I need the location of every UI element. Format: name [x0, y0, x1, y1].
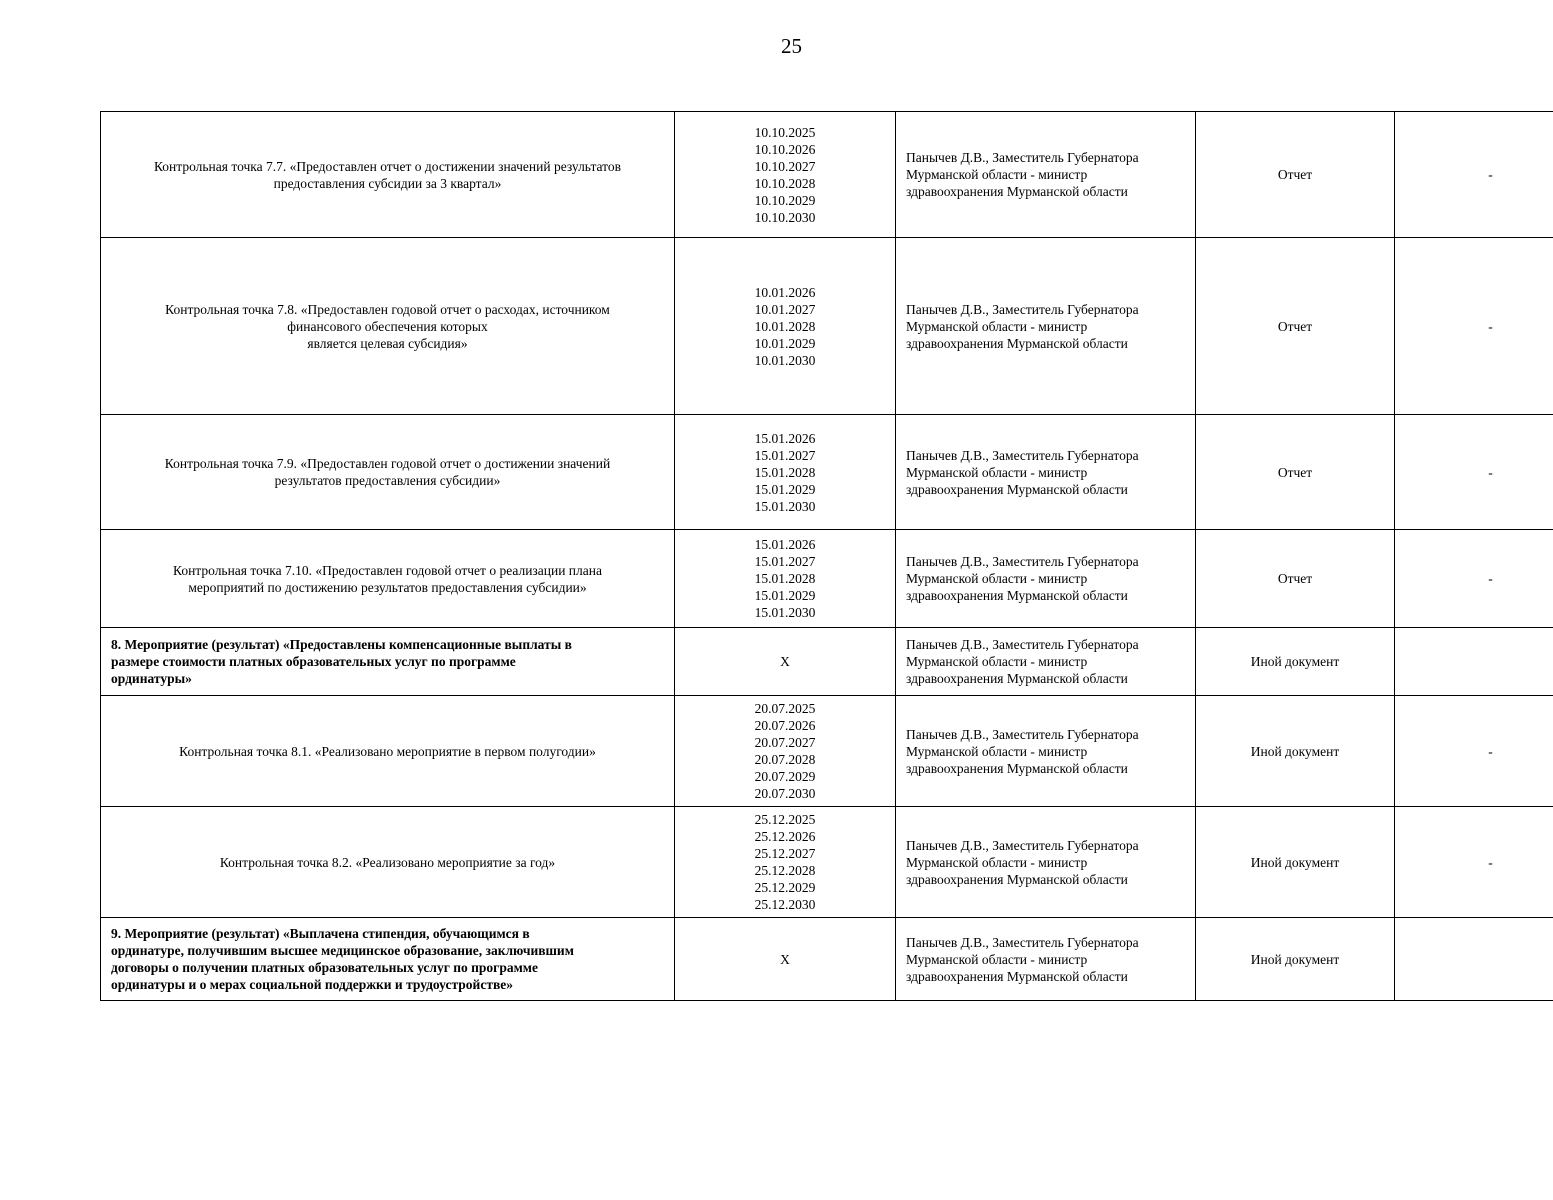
date-value: 20.07.2029: [754, 769, 816, 784]
responsible-line: Панычев Д.В., Заместитель Губернатора: [906, 150, 1139, 165]
responsible-line: Мурманской области - министр: [906, 951, 1088, 967]
responsible-line: здравоохранения Мурманской области: [906, 481, 1128, 497]
date-value: 15.01.2028: [754, 464, 816, 480]
date-value: 15.01.2026: [754, 430, 816, 446]
date-value: X: [780, 654, 790, 669]
row-title-line: ординатуры и о мерах социальной поддержки и трудоустройстве»: [111, 977, 513, 992]
date-value: 10.10.2030: [754, 209, 816, 225]
row-title-cell: [101, 918, 675, 1001]
row-title-line: 9. Мероприятие (результат) «Выплачена стипендия, обучающимся в: [111, 926, 530, 941]
row-responsible-cell: [896, 628, 1196, 696]
row-title-cell: [101, 628, 675, 696]
row-doc-type: Отчет: [1196, 530, 1395, 628]
row-last-cell: [1395, 628, 1553, 696]
responsible-line: Панычев Д.В., Заместитель Губернатора: [906, 934, 1139, 950]
row-title-line: Контрольная точка 7.10. «Предоставлен годовой отчет о реализации плана: [173, 562, 602, 578]
row-last-cell: -: [1395, 112, 1553, 238]
date-value: 10.01.2027: [754, 301, 816, 317]
responsible-line: Панычев Д.В., Заместитель Губернатора: [906, 447, 1139, 463]
row-responsible-cell: [896, 918, 1196, 1001]
date-value: 25.12.2028: [754, 863, 816, 878]
row-dates-cell: [675, 415, 896, 530]
date-value: 10.01.2028: [754, 318, 816, 334]
row-dates-cell: [675, 112, 896, 238]
page-number: 25: [781, 34, 802, 58]
row-title-line: мероприятий по достижению результатов предоставления субсидии»: [188, 579, 587, 595]
responsible-line: здравоохранения Мурманской области: [906, 184, 1128, 199]
row-title-cell: [101, 112, 675, 238]
row-doc-type: Отчет: [1196, 238, 1395, 415]
date-value: 25.12.2025: [754, 812, 816, 827]
date-value: 25.12.2029: [754, 880, 816, 895]
responsible-line: Мурманской области - министр: [906, 854, 1088, 870]
responsible-line: здравоохранения Мурманской области: [906, 671, 1128, 686]
row-last-cell: -: [1395, 530, 1553, 628]
responsible-line: здравоохранения Мурманской области: [906, 968, 1128, 984]
row-title-line: Контрольная точка 8.2. «Реализовано мероприятие за год»: [219, 854, 556, 870]
date-value: 20.07.2030: [754, 786, 816, 801]
date-value: 10.01.2030: [754, 352, 816, 368]
row-title-line: Контрольная точка 7.9. «Предоставлен годовой отчет о достижении значений: [164, 456, 611, 471]
date-value: 15.01.2027: [754, 554, 816, 569]
row-responsible-cell: [896, 696, 1196, 807]
date-value: 10.10.2027: [754, 158, 816, 174]
date-value: 10.01.2026: [754, 284, 816, 300]
date-value: 10.10.2029: [754, 192, 816, 208]
row-title-line: Контрольная точка 8.1. «Реализовано мероприятие в первом полугодии»: [179, 743, 596, 759]
responsible-line: Мурманской области - министр: [906, 167, 1088, 182]
responsible-line: Панычев Д.В., Заместитель Губернатора: [906, 301, 1139, 317]
row-last-cell: -: [1395, 696, 1553, 807]
date-value: 20.07.2025: [754, 701, 816, 716]
responsible-line: Панычев Д.В., Заместитель Губернатора: [906, 637, 1139, 652]
row-title-cell: [101, 530, 675, 628]
row-title-line: предоставления субсидии за 3 квартал»: [273, 175, 502, 191]
row-last-cell: -: [1395, 807, 1553, 918]
row-title-line: размере стоимости платных образовательных услуг по программе: [111, 654, 516, 669]
row-responsible-cell: [896, 112, 1196, 238]
date-value: 15.01.2030: [754, 605, 816, 620]
table-row: [101, 112, 1553, 238]
row-dates-cell: [675, 807, 896, 918]
control-points-table: [100, 111, 1553, 1001]
table-row: [101, 238, 1553, 415]
date-value: 15.01.2028: [754, 571, 816, 586]
row-doc-type: Иной документ: [1196, 628, 1395, 696]
responsible-line: Панычев Д.В., Заместитель Губернатора: [906, 554, 1139, 569]
responsible-line: Мурманской области - министр: [906, 318, 1088, 334]
date-value: 15.01.2030: [754, 498, 816, 514]
row-title-cell: [101, 415, 675, 530]
date-value: 15.01.2029: [754, 588, 816, 603]
row-title-cell: [101, 696, 675, 807]
row-dates-cell: [675, 918, 896, 1001]
row-dates-cell: [675, 628, 896, 696]
responsible-line: Мурманской области - министр: [906, 743, 1088, 759]
date-value: 25.12.2027: [754, 846, 816, 861]
row-title-line: Контрольная точка 7.8. «Предоставлен годовой отчет о расходах, источником: [165, 301, 610, 317]
responsible-line: здравоохранения Мурманской области: [906, 335, 1128, 351]
row-responsible-cell: [896, 530, 1196, 628]
date-value: 10.10.2026: [754, 141, 816, 157]
row-responsible-cell: [896, 238, 1196, 415]
row-dates-cell: [675, 530, 896, 628]
date-value: 20.07.2026: [754, 718, 816, 733]
row-dates-cell: [675, 238, 896, 415]
row-title-line: 8. Мероприятие (результат) «Предоставлены компенсационные выплаты в: [111, 637, 572, 652]
row-title-line: ординатуре, получившим высшее медицинское образование, заключившим: [111, 943, 574, 958]
row-doc-type: Иной документ: [1196, 807, 1395, 918]
date-value: 20.07.2028: [754, 752, 816, 767]
responsible-line: здравоохранения Мурманской области: [906, 871, 1128, 887]
responsible-line: Мурманской области - министр: [906, 464, 1088, 480]
date-value: 25.12.2030: [754, 897, 816, 912]
date-value: 25.12.2026: [754, 829, 816, 844]
row-title-cell: [101, 238, 675, 415]
row-title-line: финансового обеспечения которых: [287, 318, 488, 334]
row-dates-cell: [675, 696, 896, 807]
table-row: [101, 807, 1553, 918]
date-value: 15.01.2027: [754, 447, 816, 463]
date-value: 15.01.2026: [754, 537, 816, 552]
row-title-line: Контрольная точка 7.7. «Предоставлен отчет о достижении значений результатов: [153, 158, 622, 174]
table-row: [101, 530, 1553, 628]
responsible-line: Мурманской области - министр: [906, 571, 1088, 586]
row-last-cell: -: [1395, 415, 1553, 530]
row-title-line: договоры о получении платных образовательных услуг по программе: [111, 960, 538, 975]
date-value: 15.01.2029: [754, 481, 816, 497]
table-row: [101, 918, 1553, 1001]
row-title-cell: [101, 807, 675, 918]
table-row: [101, 696, 1553, 807]
row-doc-type: Иной документ: [1196, 918, 1395, 1001]
row-last-cell: -: [1395, 238, 1553, 415]
row-doc-type: Отчет: [1196, 415, 1395, 530]
row-title-line: является целевая субсидия»: [307, 335, 468, 351]
date-value: 20.07.2027: [754, 735, 816, 750]
date-value: X: [780, 951, 790, 967]
date-value: 10.10.2028: [754, 175, 816, 191]
row-responsible-cell: [896, 415, 1196, 530]
table-row: [101, 415, 1553, 530]
row-doc-type: Отчет: [1196, 112, 1395, 238]
row-title-line: результатов предоставления субсидии»: [274, 473, 501, 488]
row-responsible-cell: [896, 807, 1196, 918]
responsible-line: здравоохранения Мурманской области: [906, 760, 1128, 776]
table-row: [101, 628, 1553, 696]
responsible-line: здравоохранения Мурманской области: [906, 588, 1128, 603]
date-value: 10.10.2025: [754, 124, 816, 140]
responsible-line: Мурманской области - министр: [906, 654, 1088, 669]
responsible-line: Панычев Д.В., Заместитель Губернатора: [906, 726, 1139, 742]
row-doc-type: Иной документ: [1196, 696, 1395, 807]
row-title-line: ординатуры»: [111, 671, 192, 686]
row-last-cell: [1395, 918, 1553, 1001]
date-value: 10.01.2029: [754, 335, 816, 351]
responsible-line: Панычев Д.В., Заместитель Губернатора: [906, 837, 1139, 853]
